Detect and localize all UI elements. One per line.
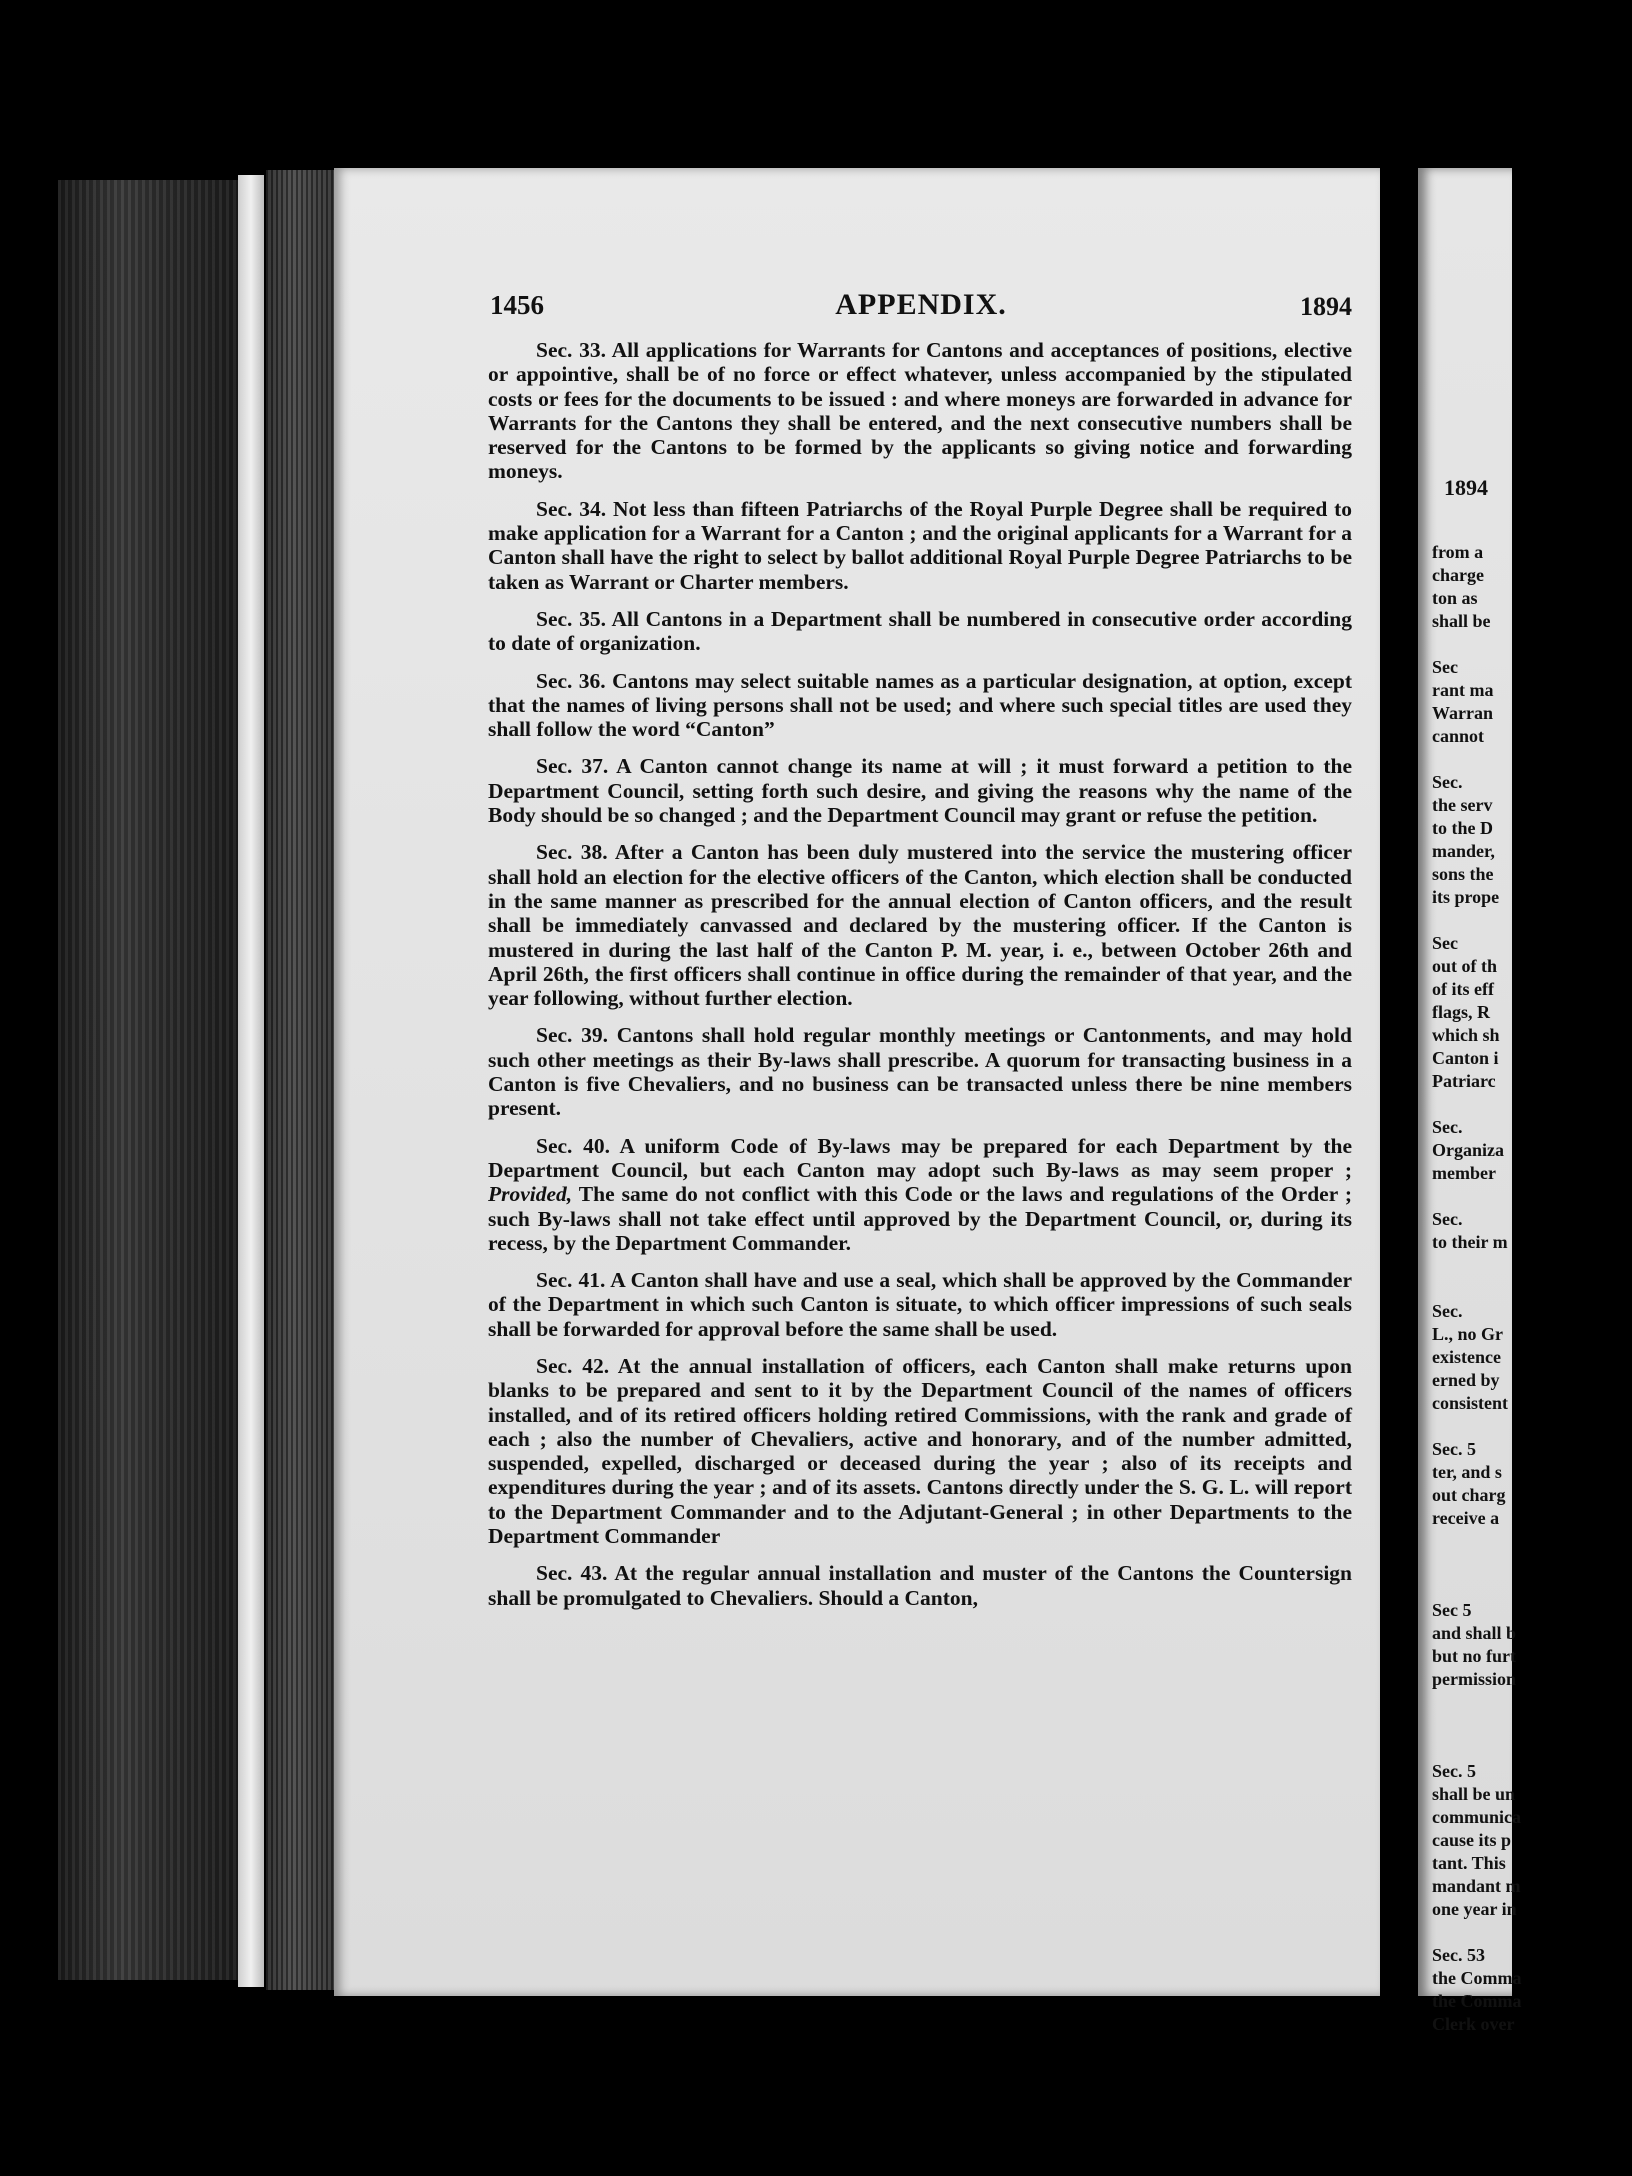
- adjacent-page-line: [1432, 1576, 1632, 1599]
- section-label: Sec. 36.: [536, 668, 606, 693]
- section-39: [488, 1023, 1352, 1120]
- adjacent-page-line: [1432, 1277, 1632, 1300]
- adjacent-page-text: [1432, 518, 1632, 2036]
- adjacent-page-line: L., no Gr: [1432, 1324, 1504, 1344]
- adjacent-page-line: which sh: [1432, 1025, 1500, 1045]
- section-label: Sec. 39.: [536, 1023, 609, 1048]
- adjacent-page-line: [1432, 1254, 1632, 1277]
- adjacent-page-line: Sec.: [1432, 1301, 1463, 1321]
- adjacent-page-line: [1432, 1691, 1632, 1714]
- adjacent-page-line: sons the: [1432, 864, 1494, 884]
- adjacent-page-line: one year in: [1432, 1899, 1517, 1919]
- adjacent-page-line: Sec.: [1432, 1209, 1463, 1229]
- section-label: Sec. 41.: [536, 1268, 606, 1293]
- section-42: [488, 1354, 1352, 1548]
- adjacent-page-line: out charg: [1432, 1485, 1506, 1505]
- body-text: [488, 338, 1352, 1623]
- section-text: Cantons shall hold regular monthly meetings or Cantonments, and may hold such other meetings as their By-laws shall prescribe. A quorum for transacting business in a Canton is five Chevaliers, and no business can be transacted unless there be nine members present.: [488, 1023, 1352, 1121]
- running-head: [490, 284, 1352, 328]
- adjacent-page-line: charge: [1432, 565, 1484, 585]
- section-text: A Canton cannot change its name at will ; it must forward a petition to the Department Council, setting forth such desire, and giving the reasons why the name of the Body should be so changed ; and the Department Council may grant or refuse the petition.: [488, 754, 1352, 828]
- adjacent-page-line: member: [1432, 1163, 1496, 1183]
- section-35: [488, 607, 1352, 656]
- section-label: Sec. 37.: [536, 754, 609, 779]
- adjacent-page-line: cannot: [1432, 726, 1485, 746]
- section-43: [488, 1561, 1352, 1610]
- adjacent-page-line: consistent: [1432, 1393, 1508, 1413]
- adjacent-page-line: [1432, 1415, 1632, 1438]
- adjacent-page: [1418, 168, 1522, 2034]
- section-label: Sec. 33.: [536, 338, 607, 362]
- section-label: Sec. 35.: [536, 606, 606, 631]
- section-40: [488, 1134, 1352, 1255]
- adjacent-page-line: Sec.: [1432, 1117, 1463, 1137]
- page-title: APPENDIX.: [835, 288, 1007, 321]
- adjacent-page-line: the Comma: [1432, 1968, 1522, 1988]
- adjacent-page-line: Sec: [1432, 933, 1458, 953]
- section-text: A uniform Code of By-laws may be prepared for each Department by the Department Council, but each Canton may adopt such By-laws as may seem proper ;: [488, 1133, 1352, 1182]
- adjacent-page-year: 1894: [1444, 475, 1488, 500]
- adjacent-page-line: [1432, 633, 1632, 656]
- adjacent-page-line: to the D: [1432, 818, 1493, 838]
- adjacent-page-line: [1432, 1553, 1632, 1576]
- adjacent-page-line: from a: [1432, 542, 1484, 562]
- adjacent-page-line: but no furt: [1432, 1646, 1517, 1666]
- section-label: Sec. 40.: [536, 1133, 610, 1158]
- adjacent-page-line: [1432, 909, 1632, 932]
- adjacent-page-line: Patriarc: [1432, 1071, 1496, 1091]
- adjacent-page-line: shall be: [1432, 611, 1491, 631]
- section-label: Sec. 42.: [536, 1353, 610, 1378]
- adjacent-page-line: communica: [1432, 1807, 1521, 1827]
- adjacent-page-line: and shall b: [1432, 1623, 1517, 1643]
- adjacent-page-line: rant ma: [1432, 680, 1494, 700]
- adjacent-page-line: Warran: [1432, 703, 1493, 723]
- adjacent-page-line: [1432, 748, 1632, 771]
- section-text-italic: Provided,: [488, 1182, 573, 1207]
- section-text: Cantons may select suitable names as a particular designation, at option, except that the names of living persons shall not be used; and where such special titles are used they shall follow the word “Canton”: [488, 668, 1353, 742]
- adjacent-page-line: Sec: [1432, 657, 1458, 677]
- section-36: [488, 669, 1352, 742]
- adjacent-page-line: mander,: [1432, 841, 1495, 861]
- section-41: [488, 1268, 1352, 1341]
- section-34: [488, 497, 1352, 594]
- adjacent-page-line: flags, R: [1432, 1002, 1490, 1022]
- adjacent-page-line: [1432, 1530, 1632, 1553]
- adjacent-page-line: out of th: [1432, 956, 1498, 976]
- adjacent-page-line: Sec 5: [1432, 1600, 1472, 1620]
- adjacent-page-line: Sec. 5: [1432, 1439, 1476, 1459]
- book-gutter: [266, 170, 334, 1990]
- section-label: Sec. 43.: [536, 1561, 608, 1586]
- adjacent-page-line: Organiza: [1432, 1140, 1504, 1160]
- adjacent-page-line: ton as: [1432, 588, 1478, 608]
- adjacent-page-line: existence: [1432, 1347, 1501, 1367]
- section-text: Not less than fifteen Patriarchs of the Royal Purple Degree shall be required to make application for a Warrant for a Canton ; and the original applicants for a Warrant for a Canton shall have the right to select by ballot additional Royal Purple Degree Patriarchs to be taken as Warrant or Charter members.: [488, 496, 1353, 594]
- adjacent-page-line: ter, and s: [1432, 1462, 1502, 1482]
- adjacent-page-line: cause its p: [1432, 1830, 1512, 1850]
- section-text: All Cantons in a Department shall be numbered in consecutive order according to date of organization.: [488, 606, 1352, 656]
- section-text: After a Canton has been duly mustered into the service the mustering officer shall hold an election for the elective officers of the Canton, which election shall be conducted in the same manner as prescribed for the annual election of Canton officers, and the result shall be immediately canvassed and declared by the mustering officer. If the Canton is mustered in during the last half of the Canton P. M. year, i. e., between October 26th and April 26th, the first officers shall continue in office during the remainder of that year, and the year following, without further election.: [488, 840, 1352, 1011]
- section-text: All applications for Warrants for Cantons and acceptances of positions, elective or appointive, shall be of no force or effect whatever, unless accompanied by the stipulated costs or fees for the documents to be issued : and where moneys are forwarded in advance for Warrants for the Cantons they shall be entered, and the next consecutive numbers shall be reserved for the Cantons to be formed by the applicants so giving notice and forwarding moneys.: [488, 338, 1352, 484]
- adjacent-page-line: to their m: [1432, 1232, 1508, 1252]
- section-text: At the annual installation of officers, each Canton shall make returns upon blanks to be prepared and sent to it by the Department Council of the names of officers installed, and of its retired officers holding retired Commissions, with the rank and grade of each ; also the number of Chevaliers, active and honorary, and of the number admitted, suspended, expelled, discharged or deceased during the year ; also of its receipts and expenditures during the year ; and of its assets. Cantons directly under the S. G. L. will report to the Department Commander and to the Adjutant-General ; in other Departments to the Department Commander: [488, 1353, 1352, 1549]
- section-text: A Canton shall have and use a seal, which shall be approved by the Commander of the Department in which such Canton is situate, to which officer impressions of such seals shall be forwarded for approval before the same shall be used.: [488, 1268, 1352, 1341]
- section-37: [488, 754, 1352, 827]
- adjacent-page-line: permission: [1432, 1669, 1517, 1689]
- page-edge: [238, 175, 264, 1987]
- adjacent-page-line: mandant m: [1432, 1876, 1521, 1896]
- section-text: At the regular annual installation and muster of the Cantons the Countersign shall be promulgated to Chevaliers. Should a Canton,: [488, 1561, 1352, 1610]
- adjacent-page-line: [1432, 1737, 1632, 1760]
- page-number: 1456: [490, 290, 544, 320]
- adjacent-page-line: tant. This: [1432, 1853, 1506, 1873]
- adjacent-page-line: [1432, 1185, 1632, 1208]
- adjacent-page-line: Sec. 5: [1432, 1761, 1476, 1781]
- adjacent-page-line: of its eff: [1432, 979, 1494, 999]
- adjacent-page-line: Sec.: [1432, 772, 1463, 792]
- adjacent-page-line: [1432, 518, 1632, 541]
- adjacent-page-line: the Comma: [1432, 1991, 1522, 2011]
- section-label: Sec. 38.: [536, 840, 608, 865]
- section-text: The same do not conflict with this Code or the laws and regulations of the Order ; such By-laws shall not take effect until approved by the Department Council, or, during its recess, by the Department Commander.: [488, 1182, 1352, 1255]
- section-label: Sec. 34.: [536, 496, 607, 521]
- section-38: [488, 840, 1352, 1010]
- page-year: 1894: [1300, 292, 1352, 321]
- adjacent-page-line: Canton i: [1432, 1048, 1499, 1068]
- adjacent-page-line: shall be un: [1432, 1784, 1516, 1804]
- adjacent-page-line: [1432, 1093, 1632, 1116]
- adjacent-page-line: [1432, 1714, 1632, 1737]
- adjacent-page-line: the serv: [1432, 795, 1493, 815]
- adjacent-page-line: its prope: [1432, 887, 1500, 907]
- adjacent-page-line: Clerk over: [1432, 2014, 1515, 2034]
- adjacent-page-line: receive a: [1432, 1508, 1500, 1528]
- section-33: [488, 338, 1352, 484]
- adjacent-page-line: erned by: [1432, 1370, 1500, 1390]
- adjacent-page-line: [1432, 1921, 1632, 1944]
- adjacent-page-line: Sec. 53: [1432, 1945, 1485, 1965]
- book-edge-shadow: [58, 180, 238, 1980]
